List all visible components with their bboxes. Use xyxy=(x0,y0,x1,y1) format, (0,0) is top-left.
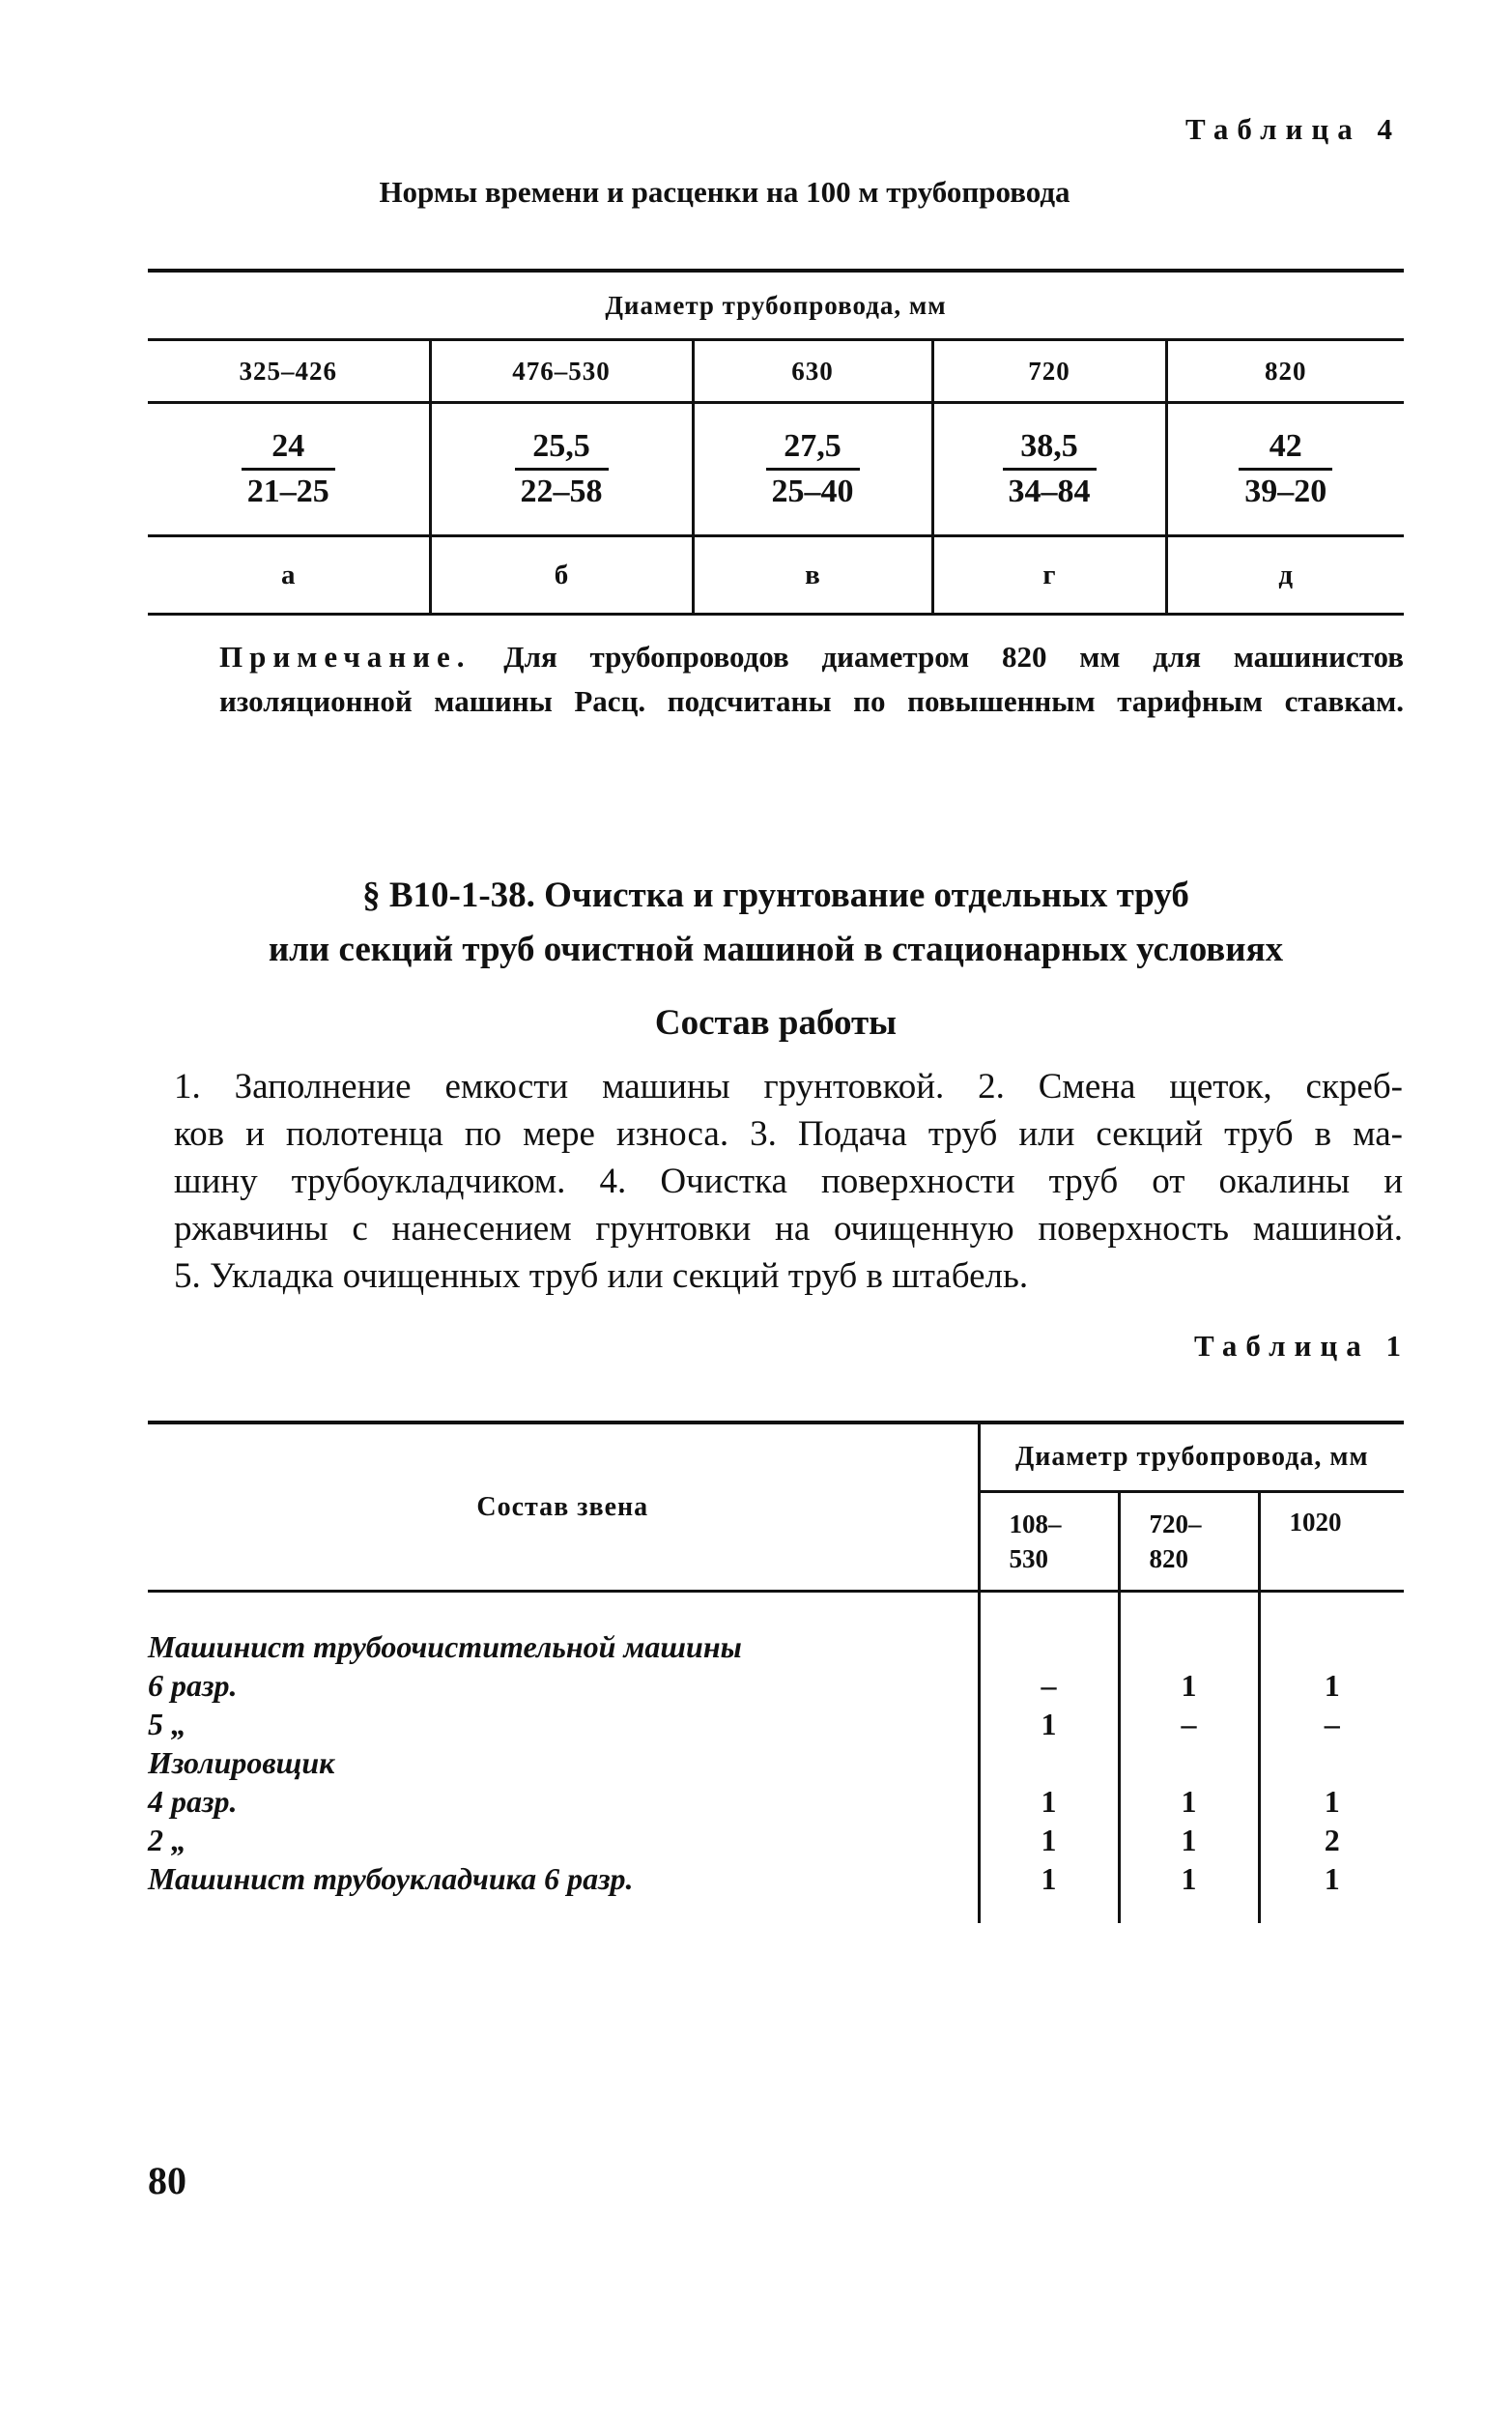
crew-count: 1 xyxy=(1259,1782,1404,1821)
note-label: Примечание. xyxy=(219,640,471,674)
crew-count: 1 xyxy=(979,1859,1119,1898)
spacer-cell xyxy=(1259,1898,1404,1923)
table4-values-row xyxy=(148,403,1404,536)
fraction-denominator: 39–20 xyxy=(1244,474,1327,509)
table4-header: Диаметр трубопровода, мм xyxy=(148,271,1404,340)
table1-row xyxy=(148,1782,1404,1821)
spacer-cell xyxy=(979,1898,1119,1923)
work-line: ржавчины с нанесением грунтовки на очищенную поверхность машиной. xyxy=(174,1209,1403,1249)
table1-row xyxy=(148,1705,1404,1743)
crew-count: 1 xyxy=(979,1705,1119,1743)
crew-count: 1 xyxy=(1119,1821,1259,1859)
crew-count xyxy=(979,1627,1119,1666)
table1-caption: Таблица 1 xyxy=(1194,1329,1410,1363)
crew-count xyxy=(1259,1743,1404,1782)
work-composition-text xyxy=(174,1063,1403,1300)
crew-label: Изолировщик xyxy=(148,1744,335,1780)
crew-count xyxy=(1259,1627,1404,1666)
work-line: шину трубоукладчиком. 4. Очистка поверхности труб от окалины и xyxy=(174,1162,1403,1201)
table4-caption: Таблица 4 xyxy=(1185,112,1401,146)
table1-end-row xyxy=(148,1898,1404,1923)
table4-letters-row xyxy=(148,536,1404,615)
fraction-numerator: 25,5 xyxy=(515,425,609,471)
table4-header-row xyxy=(148,271,1404,340)
spacer-cell xyxy=(1119,1898,1259,1923)
crew-count: – xyxy=(1259,1705,1404,1743)
crew-label: Машинист трубоочистительной машины xyxy=(148,1628,742,1664)
crew-count: 1 xyxy=(1119,1782,1259,1821)
table1-row xyxy=(148,1821,1404,1859)
fraction-denominator: 34–84 xyxy=(1008,474,1091,509)
crew-label: 2 „ xyxy=(148,1822,186,1857)
section-title xyxy=(148,869,1404,977)
table4-title: Нормы времени и расценки на 100 м трубопровода xyxy=(379,175,1070,209)
subheader-line: 108– xyxy=(1009,1509,1062,1538)
work-line: 1. Заполнение емкости машины грунтовкой. 2. Смена щеток, скреб- xyxy=(174,1067,1403,1106)
crew-count: 1 xyxy=(1259,1859,1404,1898)
crew-label: Машинист трубоукладчика 6 разр. xyxy=(148,1860,634,1896)
table1-header-crew: Состав звена xyxy=(148,1423,979,1592)
table4-col-range: 820 xyxy=(1166,340,1404,403)
table1-row xyxy=(148,1666,1404,1705)
crew-count: – xyxy=(1119,1705,1259,1743)
fraction xyxy=(1239,425,1332,513)
table1-subheader xyxy=(1119,1492,1259,1592)
fraction xyxy=(242,425,335,513)
table4-value-cell xyxy=(148,403,430,536)
crew-count xyxy=(1119,1627,1259,1666)
table1-row xyxy=(148,1743,1404,1782)
crew-count: 1 xyxy=(1119,1666,1259,1705)
page-number: 80 xyxy=(148,2159,186,2202)
table4 xyxy=(148,269,1404,616)
note-line-1 xyxy=(219,635,1404,679)
section-title-line-2: или секций труб очистной машиной в стационарных условиях xyxy=(268,930,1284,969)
crew-count xyxy=(979,1743,1119,1782)
table4-col-letter: г xyxy=(932,536,1166,615)
table1-row xyxy=(148,1627,1404,1666)
table4-col-range: 720 xyxy=(932,340,1166,403)
table4-diameter-row xyxy=(148,340,1404,403)
spacer-cell xyxy=(148,1592,979,1628)
table4-col-range: 630 xyxy=(693,340,932,403)
crew-count: 2 xyxy=(1259,1821,1404,1859)
table1-subheader xyxy=(1259,1492,1404,1592)
fraction-denominator: 22–58 xyxy=(520,474,603,509)
fraction-numerator: 24 xyxy=(242,425,335,471)
fraction-denominator: 25–40 xyxy=(771,474,854,509)
fraction xyxy=(766,425,860,513)
table1-spacer-row xyxy=(148,1592,1404,1628)
crew-count xyxy=(1119,1743,1259,1782)
crew-count: 1 xyxy=(979,1782,1119,1821)
crew-count: 1 xyxy=(979,1821,1119,1859)
crew-label: 4 разр. xyxy=(148,1783,238,1819)
table4-value-cell xyxy=(932,403,1166,536)
work-line: ков и полотенца по мере износа. 3. Подача труб или секций труб в ма- xyxy=(174,1114,1403,1154)
table4-col-letter: в xyxy=(693,536,932,615)
note-text-1: Для трубопроводов диаметром 820 мм для машинистов xyxy=(503,640,1404,674)
table4-note xyxy=(219,635,1404,724)
work-composition-heading: Состав работы xyxy=(654,1003,898,1043)
fraction-denominator: 21–25 xyxy=(246,474,329,509)
table4-col-range: 476–530 xyxy=(430,340,693,403)
table4-col-letter: а xyxy=(281,559,296,590)
spacer-cell xyxy=(1119,1592,1259,1628)
subheader-line: 720– xyxy=(1149,1509,1202,1538)
fraction-numerator: 27,5 xyxy=(766,425,860,471)
fraction-numerator: 38,5 xyxy=(1003,425,1097,471)
spacer-cell xyxy=(979,1592,1119,1628)
table4-value-cell xyxy=(693,403,932,536)
subheader-line: 530 xyxy=(1009,1544,1048,1573)
table1-row xyxy=(148,1859,1404,1898)
section-title-line-1: § В10-1-38. Очистка и грунтование отдельных труб xyxy=(362,876,1189,915)
table1-header-row xyxy=(148,1423,1404,1492)
fraction-numerator: 42 xyxy=(1239,425,1332,471)
spacer-cell xyxy=(1259,1592,1404,1628)
note-line-2: изоляционной машины Расц. подсчитаны по повышенным тарифным ставкам. xyxy=(219,684,1404,718)
spacer-cell xyxy=(148,1898,979,1923)
table4-value-cell xyxy=(1166,403,1404,536)
table4-col-letter: б xyxy=(430,536,693,615)
crew-label: 6 разр. xyxy=(148,1667,238,1703)
crew-label: 5 „ xyxy=(148,1706,186,1741)
table4-value-cell xyxy=(430,403,693,536)
subheader-line: 1020 xyxy=(1289,1508,1342,1537)
subheader-line: 820 xyxy=(1149,1544,1188,1573)
crew-count: 1 xyxy=(1259,1666,1404,1705)
table1-header-diameter: Диаметр трубопровода, мм xyxy=(979,1423,1404,1492)
fraction xyxy=(1003,425,1097,513)
table1 xyxy=(148,1421,1404,1923)
crew-count: – xyxy=(979,1666,1119,1705)
table1-subheader xyxy=(979,1492,1119,1592)
crew-count: 1 xyxy=(1119,1859,1259,1898)
fraction xyxy=(515,425,609,513)
table4-col-letter: д xyxy=(1166,536,1404,615)
table4-col-range: 325–426 xyxy=(148,340,430,403)
work-line: 5. Укладка очищенных труб или секций труб в штабель. xyxy=(174,1256,1029,1296)
